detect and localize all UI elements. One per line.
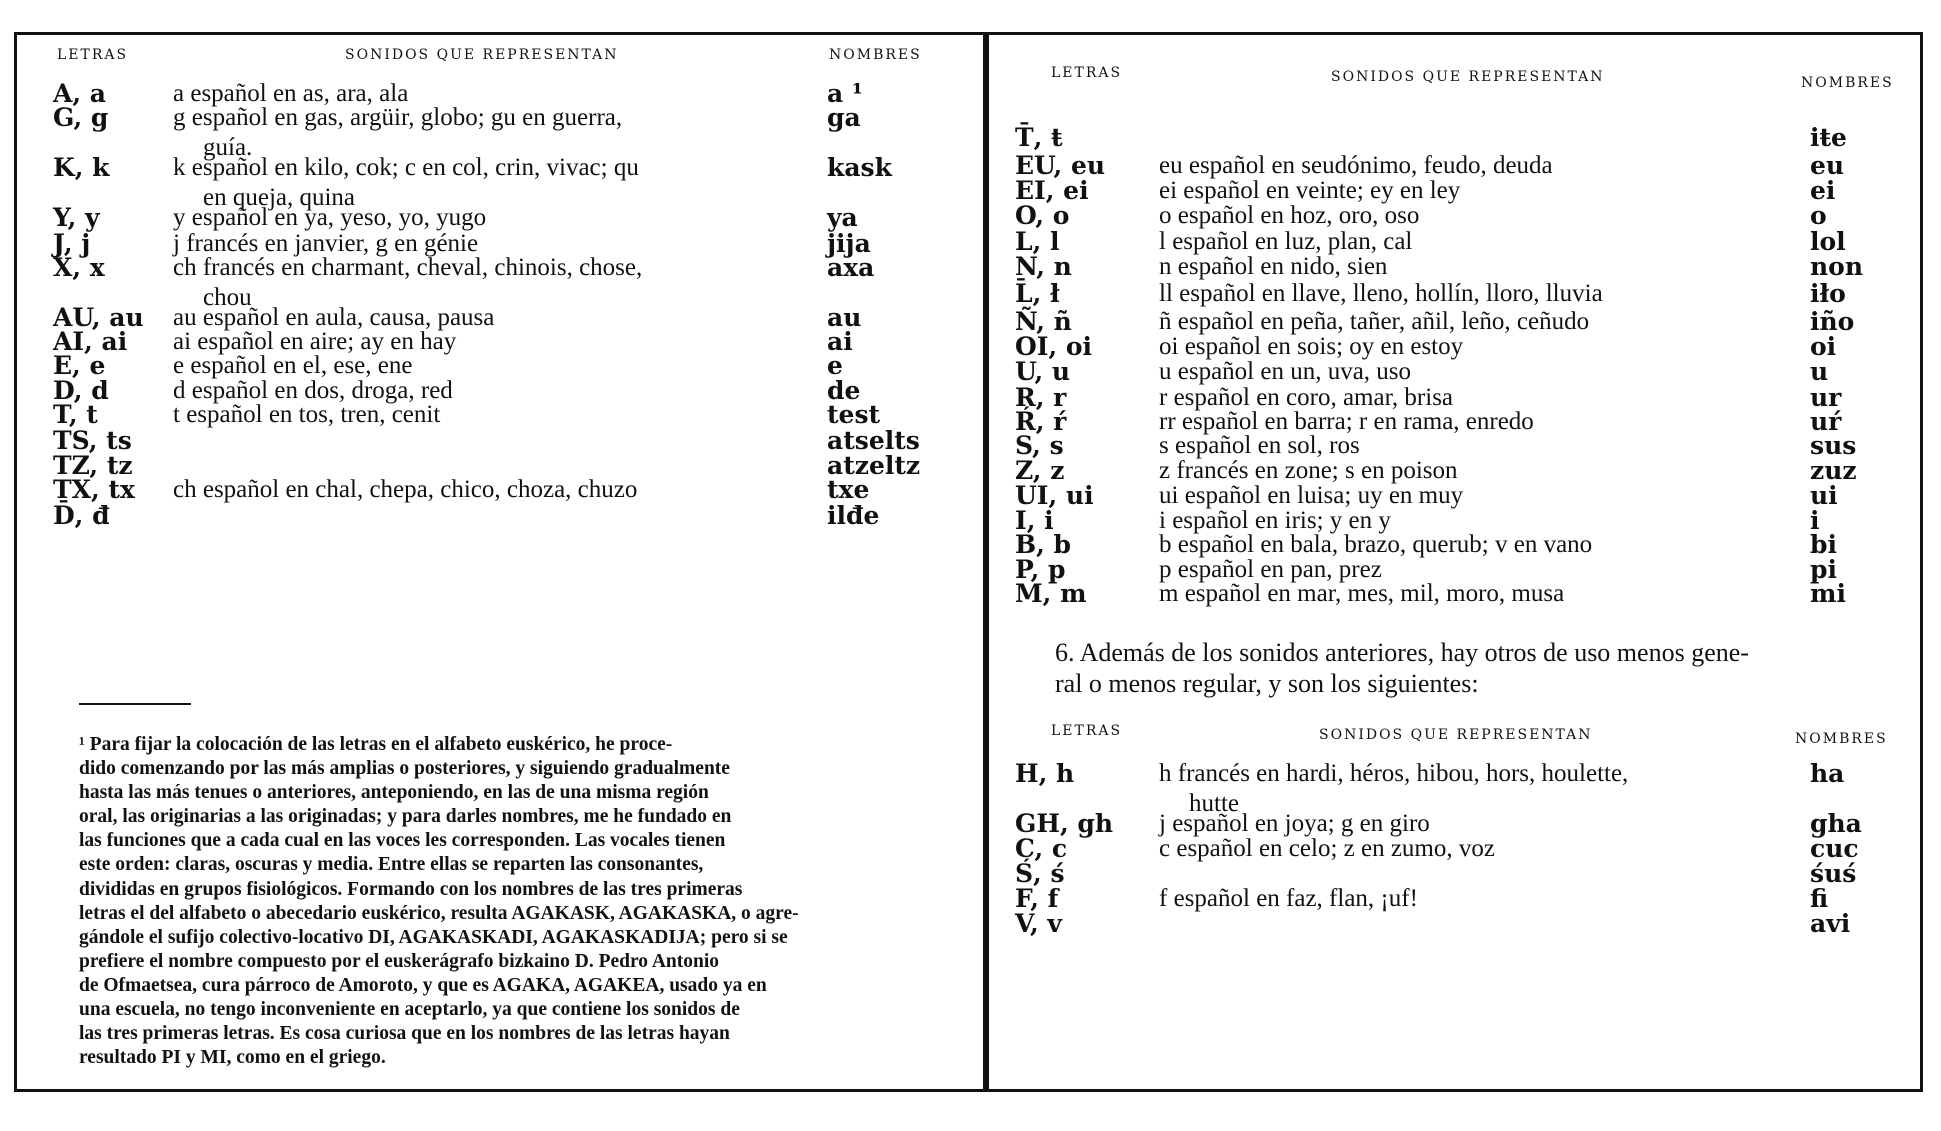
letter-cell: T̄, ŧ	[1015, 123, 1063, 152]
sound-cell: b español en bala, brazo, querub; v en vano	[1159, 531, 1593, 558]
letter-cell: D̄, đ	[53, 501, 110, 530]
name-cell: e	[827, 351, 843, 380]
name-cell: ha	[1810, 759, 1845, 788]
letter-cell: B, b	[1015, 530, 1072, 559]
letter-cell: GH, gh	[1015, 809, 1114, 838]
name-cell: a ¹	[827, 79, 863, 108]
sound-cell: m español en mar, mes, mil, moro, musa	[1159, 580, 1565, 607]
letter-cell: AI, ai	[53, 327, 128, 356]
letter-cell: UI, ui	[1015, 481, 1094, 510]
sound-cell: d español en dos, droga, red	[173, 377, 453, 404]
letter-cell: T, t	[53, 400, 98, 429]
sound-cell: a español en as, ara, ala	[173, 80, 409, 107]
sound-cell: oi español en sois; oy en estoy	[1159, 333, 1464, 360]
header-sounds: SONIDOS QUE REPRESENTAN	[1331, 69, 1605, 85]
header-letters: LETRAS	[1051, 65, 1123, 81]
name-cell: atzeltz	[827, 451, 921, 480]
sound-cell: ui español en luisa; uy en muy	[1159, 482, 1464, 509]
letter-cell: TX, tx	[53, 475, 135, 504]
letter-cell: P, p	[1015, 555, 1066, 584]
sound-cell: y español en ya, yeso, yo, yugo	[173, 204, 487, 231]
sound-cell: ñ español en peña, tañer, añil, leño, ceñudo	[1159, 308, 1590, 335]
name-cell: ga	[827, 103, 861, 132]
table-row	[17, 253, 983, 311]
name-cell: mi	[1810, 579, 1846, 608]
header-names: NOMBRES	[829, 47, 922, 63]
sound-cell: s español en sol, ros	[1159, 432, 1360, 459]
name-cell: oi	[1810, 332, 1837, 361]
name-cell: jija	[827, 229, 871, 258]
letter-cell: V, v	[1015, 909, 1062, 938]
sound-cell: rr español en barra; r en rama, enredo	[1159, 408, 1534, 435]
header2-names: NOMBRES	[1795, 731, 1888, 747]
header-names: NOMBRES	[1801, 75, 1894, 91]
name-cell: test	[827, 400, 881, 429]
table-row	[17, 103, 983, 161]
letter-cell: M, m	[1015, 579, 1087, 608]
sound-cell: u español en un, uva, uso	[1159, 358, 1412, 385]
sound-cell: au español en aula, causa, pausa	[173, 304, 495, 331]
sound-cell: j español en joya; g en giro	[1159, 810, 1430, 837]
footnote: ¹ Para fijar la colocación de las letras en el alfabeto euskérico, he proce- dido comenzando por las más amplias o posteriores, y siguiendo gradualmente hasta las más tenues o anteriores, anteponiendo, en las de una misma región oral, las originarias a las originadas; y para darles nombres, me he fundado en las funciones que a cada cual en las voces les corresponden. Las vocales tienen este orden: claras, oscuras y media. Entre ellas se reparten las consonantes, divididas en grupos fisiológicos. Formando con los nombres de las tres primeras letras el del alfabeto o abecedario euskérico, resulta AGAKASK, AGAKASKA, o agre- gándole el sufijo colectivo-locativo DI, AGAKASKADI, AGAKASKADIJA; pero si se prefiere el nombre compuesto por el euskerágrafo bizkaino D. Pedro Antonio de Ofmaetsea, cura párroco de Amoroto, y que es AGAKA, AGAKEA, usado ya en una escuela, no tengo inconveniente en aceptarlo, ya que contiene los sonidos de las tres primeras letras. Es cosa curiosa que en los nombres de las letras hayan resultado PI y MI, como en el griego.	[79, 734, 799, 1069]
name-cell: iño	[1810, 307, 1855, 336]
name-cell: fi	[1810, 884, 1829, 913]
sound-cell: e español en el, ese, ene	[173, 352, 413, 379]
footnote-divider	[79, 703, 191, 705]
name-cell: u	[1810, 357, 1829, 386]
name-cell: ui	[1810, 481, 1838, 510]
sound-cell: p español en pan, prez	[1159, 556, 1382, 583]
letter-cell: X, x	[53, 253, 105, 282]
sound-cell: f español en faz, flan, ¡uf!	[1159, 885, 1418, 912]
letter-cell: G, g	[53, 103, 109, 132]
letter-cell: Ś, ś	[1015, 859, 1065, 888]
name-cell: ilđe	[827, 501, 880, 530]
table-row	[989, 579, 1920, 609]
letter-cell: Ñ, ñ	[1015, 307, 1072, 336]
letter-cell: U, u	[1015, 357, 1071, 386]
sound-cell: ll español en llave, lleno, hollín, lloro, lluvia	[1159, 280, 1603, 307]
letter-cell: H, h	[1015, 759, 1075, 788]
sound-cell: l español en luz, plan, cal	[1159, 228, 1413, 255]
sound-cell: k español en kilo, cok; c en col, crin, vivac; qu en queja, quina	[173, 154, 639, 211]
letter-cell: D, d	[53, 376, 109, 405]
header-letters: LETRAS	[57, 47, 129, 63]
letter-cell: E, e	[53, 351, 106, 380]
name-cell: ai	[827, 327, 853, 356]
name-cell: i	[1810, 506, 1820, 535]
name-cell: pi	[1810, 555, 1837, 584]
letter-cell: K, k	[53, 153, 110, 182]
letter-cell: Z, z	[1015, 456, 1065, 485]
name-cell: sus	[1810, 431, 1857, 460]
name-cell: au	[827, 303, 862, 332]
sound-cell: i español en iris; y en y	[1159, 507, 1391, 534]
sound-cell: ch francés en charmant, cheval, chinois, chose, chou	[173, 254, 643, 311]
letter-cell: AU, au	[53, 303, 144, 332]
sound-cell: h francés en hardi, héros, hibou, hors, houlette, hutte	[1159, 760, 1629, 817]
name-cell: de	[827, 376, 861, 405]
letter-cell: J, j	[53, 229, 91, 258]
sound-cell: z francés en zone; s en poison	[1159, 457, 1458, 484]
name-cell: lol	[1810, 227, 1846, 256]
name-cell: uŕ	[1810, 407, 1842, 436]
letter-cell: EU, eu	[1015, 151, 1106, 180]
left-page	[14, 32, 986, 1092]
table-row	[989, 252, 1920, 282]
letter-cell: I, i	[1015, 506, 1054, 535]
name-cell: eu	[1810, 151, 1845, 180]
name-cell: cuc	[1810, 834, 1859, 863]
name-cell: txe	[827, 475, 870, 504]
name-cell: atselts	[827, 426, 920, 455]
name-cell: ur	[1810, 383, 1842, 412]
sound-cell: j francés en janvier, g en génie	[173, 230, 479, 257]
name-cell: gha	[1810, 809, 1862, 838]
table-row	[17, 501, 983, 531]
name-cell: ya	[827, 203, 858, 232]
sound-cell: ei español en veinte; ey en ley	[1159, 177, 1461, 204]
sound-cell: t español en tos, tren, cenit	[173, 401, 441, 428]
letter-cell: C, c	[1015, 834, 1068, 863]
right-page	[985, 32, 1923, 1092]
header2-sounds: SONIDOS QUE REPRESENTAN	[1319, 727, 1593, 743]
name-cell: axa	[827, 253, 875, 282]
table-row	[989, 759, 1920, 817]
letter-cell: N, n	[1015, 252, 1072, 281]
letter-cell: OI, oi	[1015, 332, 1093, 361]
table-row	[989, 909, 1920, 939]
sound-cell: ai español en aire; ay en hay	[173, 328, 457, 355]
section-paragraph: 6. Además de los sonidos anteriores, hay otros de uso menos gene- ral o menos regular, y son los siguientes:	[1055, 638, 1749, 698]
sound-cell: c español en celo; z en zumo, voz	[1159, 835, 1495, 862]
letter-cell: A, a	[53, 79, 107, 108]
table-row	[17, 153, 983, 211]
name-cell: iło	[1810, 279, 1846, 308]
name-cell: avi	[1810, 909, 1851, 938]
name-cell: o	[1810, 201, 1827, 230]
letter-cell: F, f	[1015, 884, 1059, 913]
sound-cell: eu español en seudónimo, feudo, deuda	[1159, 152, 1553, 179]
letter-cell: L̄, ł	[1015, 279, 1060, 308]
letter-cell: O, o	[1015, 201, 1070, 230]
name-cell: iŧe	[1810, 123, 1847, 152]
name-cell: bi	[1810, 530, 1837, 559]
sound-cell: o español en hoz, oro, oso	[1159, 202, 1420, 229]
table-row	[989, 123, 1920, 153]
name-cell: kask	[827, 153, 892, 182]
letter-cell: EI, ei	[1015, 176, 1089, 205]
letter-cell: S, s	[1015, 431, 1064, 460]
sound-cell: ch español en chal, chepa, chico, choza, chuzo	[173, 476, 638, 503]
letter-cell: R, r	[1015, 383, 1067, 412]
letter-cell: TS, ts	[53, 426, 132, 455]
sound-cell: n español en nido, sien	[1159, 253, 1388, 280]
name-cell: śuś	[1810, 859, 1857, 888]
name-cell: ei	[1810, 176, 1836, 205]
name-cell: non	[1810, 252, 1864, 281]
table-row	[989, 279, 1920, 309]
letter-cell: Ŕ, ŕ	[1015, 407, 1067, 436]
letter-cell: TZ, tz	[53, 451, 133, 480]
header2-letters: LETRAS	[1051, 723, 1123, 739]
name-cell: zuz	[1810, 456, 1857, 485]
sound-cell: r español en coro, amar, brisa	[1159, 384, 1454, 411]
sound-cell: g español en gas, argüir, globo; gu en guerra, guía.	[173, 104, 623, 161]
letter-cell: L, l	[1015, 227, 1060, 256]
letter-cell: Y, y	[53, 203, 100, 232]
header-sounds: SONIDOS QUE REPRESENTAN	[345, 47, 619, 63]
